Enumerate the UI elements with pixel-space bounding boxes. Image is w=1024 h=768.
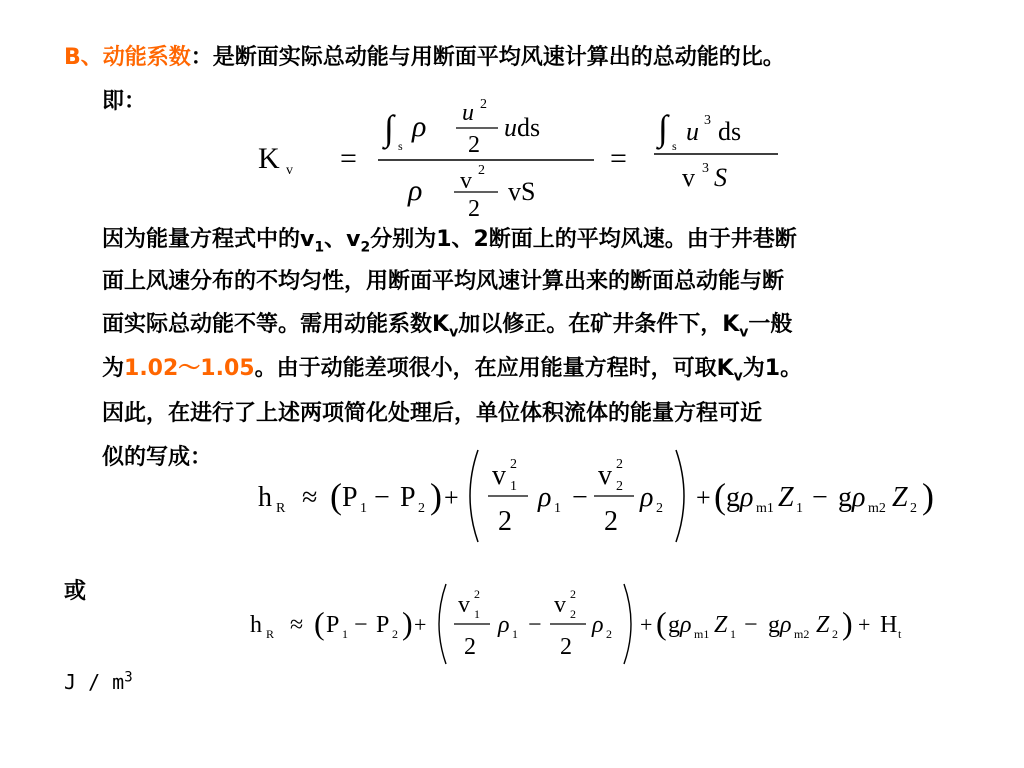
P1b: P: [326, 612, 340, 638]
uds-ds: ds: [517, 113, 541, 142]
term-label: B、动能系数: [64, 45, 191, 70]
hr-formula-2: [250, 578, 970, 670]
hr-formula-1-svg: [258, 444, 978, 548]
para2-l3b: 加以修正。在矿井条件下，K: [458, 312, 740, 337]
paren-open-4: (: [656, 605, 667, 641]
two-2: 2: [468, 196, 480, 222]
definition-line: [64, 42, 785, 74]
g1: g: [726, 482, 740, 513]
P1b-sub: 1: [342, 627, 348, 641]
rho1: ρ: [538, 482, 552, 513]
big-paren-close-2: [624, 584, 631, 664]
H: H: [880, 612, 898, 638]
v1b: v: [458, 592, 470, 618]
two-v1: 2: [498, 506, 512, 537]
v2b: v: [554, 592, 566, 618]
Z2b-sub: 2: [832, 627, 838, 641]
v2: v: [598, 460, 612, 491]
v2b-sub: 2: [570, 607, 576, 621]
S-2: S: [714, 163, 727, 192]
v-2: v: [682, 163, 695, 192]
u-num: u: [462, 100, 474, 126]
para2-l4a: 为: [102, 356, 125, 381]
kv-formula-svg: [258, 96, 798, 220]
integral-sign-2: ∫: [658, 108, 668, 148]
h-symbol-2: h: [250, 612, 262, 638]
g1b: g: [668, 612, 680, 638]
para2-l4b: 。由于动能差项很小，在应用能量方程时，可取K: [254, 356, 734, 381]
hr-formula-2-svg: [250, 578, 970, 670]
v1: v: [492, 460, 506, 491]
v2-sub: 2: [616, 479, 623, 494]
approx-2: ≈: [290, 612, 304, 638]
unit-exp: 3: [124, 669, 133, 686]
two-v2b: 2: [560, 634, 572, 660]
v1b-sub: 1: [474, 607, 480, 621]
m2b-sub: m2: [794, 627, 810, 641]
para2-line-4: [102, 353, 802, 385]
plus-4: +: [640, 612, 653, 637]
rho1b-sub: 1: [512, 627, 518, 641]
paren-open-3: (: [314, 605, 325, 641]
rho-m1b: ρ: [680, 612, 692, 638]
P2-sub: 2: [418, 501, 425, 516]
plus-5: +: [858, 612, 871, 637]
v2b-sq: 2: [570, 587, 576, 601]
paren-close-1: ): [430, 476, 442, 516]
Z1-sub: 1: [796, 501, 803, 516]
integral-sign: ∫: [384, 108, 394, 148]
plus-2: +: [696, 483, 711, 512]
paren-close-2: ): [922, 476, 934, 516]
rho2b: ρ: [592, 612, 604, 638]
para2-line-2: 面上风速分布的不均匀性，用断面平均风速计算出来的断面总动能与断: [102, 269, 785, 294]
g2: g: [838, 482, 852, 513]
rho-m2b: ρ: [780, 612, 792, 638]
u-2: u: [686, 117, 699, 146]
paren-open-2: (: [714, 476, 726, 516]
R-sub-2: R: [266, 627, 275, 641]
h-symbol: h: [258, 482, 272, 513]
Z1: Z: [778, 482, 794, 513]
unit-base: J / m: [64, 670, 125, 694]
kv-subscript: v: [286, 163, 293, 178]
paren-open-1: (: [330, 476, 342, 516]
para2-l1b: 、v: [324, 227, 361, 252]
P1-sub: 1: [360, 501, 367, 516]
m2-sub: m2: [868, 501, 886, 516]
rho-m2: ρ: [852, 482, 866, 513]
para3-line-1: 因此，在进行了上述两项简化处理后，单位体积流体的能量方程可近: [102, 401, 763, 426]
uds: [504, 113, 540, 142]
Z1b: Z: [714, 612, 728, 638]
big-paren-open-2: [439, 584, 446, 664]
big-paren-close: [676, 450, 684, 542]
equals-1: =: [340, 142, 357, 175]
sub-2: 2: [360, 239, 371, 256]
g2b: g: [768, 612, 780, 638]
v-den: v: [460, 168, 472, 194]
minus-1: −: [374, 482, 390, 513]
uds-u: u: [504, 113, 517, 142]
P2: P: [400, 482, 416, 513]
P2b-sub: 2: [392, 627, 398, 641]
definition-text: 是断面实际总动能与用断面平均风速计算出的总动能的比。: [212, 45, 785, 70]
plus-1: +: [444, 483, 459, 512]
unit-label: [64, 666, 133, 698]
sub-1: 1: [314, 239, 325, 256]
v-sq: 2: [478, 163, 485, 178]
para2-l3a: 面实际总动能不等。需用动能系数K: [102, 312, 450, 337]
m1b-sub: m1: [694, 627, 710, 641]
P1: P: [342, 482, 358, 513]
Z2: Z: [892, 482, 908, 513]
sub-v-3: v: [733, 368, 743, 385]
v1-sq: 2: [510, 457, 517, 472]
paren-close-3: ): [402, 605, 413, 641]
Z2-sub: 2: [910, 501, 917, 516]
sub-v-2: v: [739, 324, 749, 341]
approx: ≈: [302, 482, 318, 513]
kv-range: 1.02～1.05: [124, 356, 255, 381]
minus-3: −: [812, 482, 828, 513]
Z1b-sub: 1: [730, 627, 736, 641]
v-cube: 3: [702, 161, 709, 176]
rho1-sub: 1: [554, 501, 561, 516]
para2-l1c: 分别为1、2断面上的平均风速。由于井巷断: [370, 227, 797, 252]
P2b: P: [376, 612, 390, 638]
or-label: 或: [64, 579, 87, 604]
v2-sq: 2: [616, 457, 623, 472]
u-sq: 2: [480, 97, 487, 112]
para2-line-1: [102, 224, 797, 256]
m1-sub: m1: [756, 501, 774, 516]
integral-sub-2: s: [672, 139, 677, 153]
H-sub: t: [898, 627, 902, 641]
rho2-sub: 2: [656, 501, 663, 516]
two-v2: 2: [604, 506, 618, 537]
para3-line-2: 似的写成：: [102, 445, 213, 470]
equals-2: =: [610, 142, 627, 175]
integral-sub: s: [398, 139, 403, 153]
two-v1b: 2: [464, 634, 476, 660]
kv-symbol: K: [258, 142, 280, 175]
u-cube: 3: [704, 113, 711, 128]
two-1: 2: [468, 132, 480, 158]
para2-l4c: 为1。: [742, 356, 803, 381]
definition-line-2: 即：: [102, 89, 147, 114]
ds-2: ds: [718, 117, 742, 146]
hr-formula-1: [258, 444, 978, 548]
para2-l1a: 因为能量方程式中的v: [102, 227, 315, 252]
vS: vS: [508, 177, 536, 206]
colon: ：: [190, 45, 213, 70]
kv-formula: [258, 96, 798, 220]
big-paren-open: [470, 450, 478, 542]
rho-m1: ρ: [740, 482, 754, 513]
para2-line-3: [102, 309, 792, 341]
paren-close-4: ): [842, 605, 853, 641]
plus-3: +: [414, 612, 427, 637]
rho2b-sub: 2: [606, 627, 612, 641]
sub-v-1: v: [449, 324, 459, 341]
v1-sub: 1: [510, 479, 517, 494]
rho2: ρ: [640, 482, 654, 513]
minus-2: −: [572, 482, 588, 513]
minus-4: −: [354, 612, 368, 638]
rho1b: ρ: [498, 612, 510, 638]
Z2b: Z: [816, 612, 830, 638]
rho-2: ρ: [408, 174, 423, 207]
minus-5: −: [528, 612, 542, 638]
minus-6: −: [744, 612, 758, 638]
rho-1: ρ: [412, 110, 427, 143]
v1b-sq: 2: [474, 587, 480, 601]
R-sub: R: [276, 501, 286, 516]
para2-l3c: 一般: [748, 312, 793, 337]
